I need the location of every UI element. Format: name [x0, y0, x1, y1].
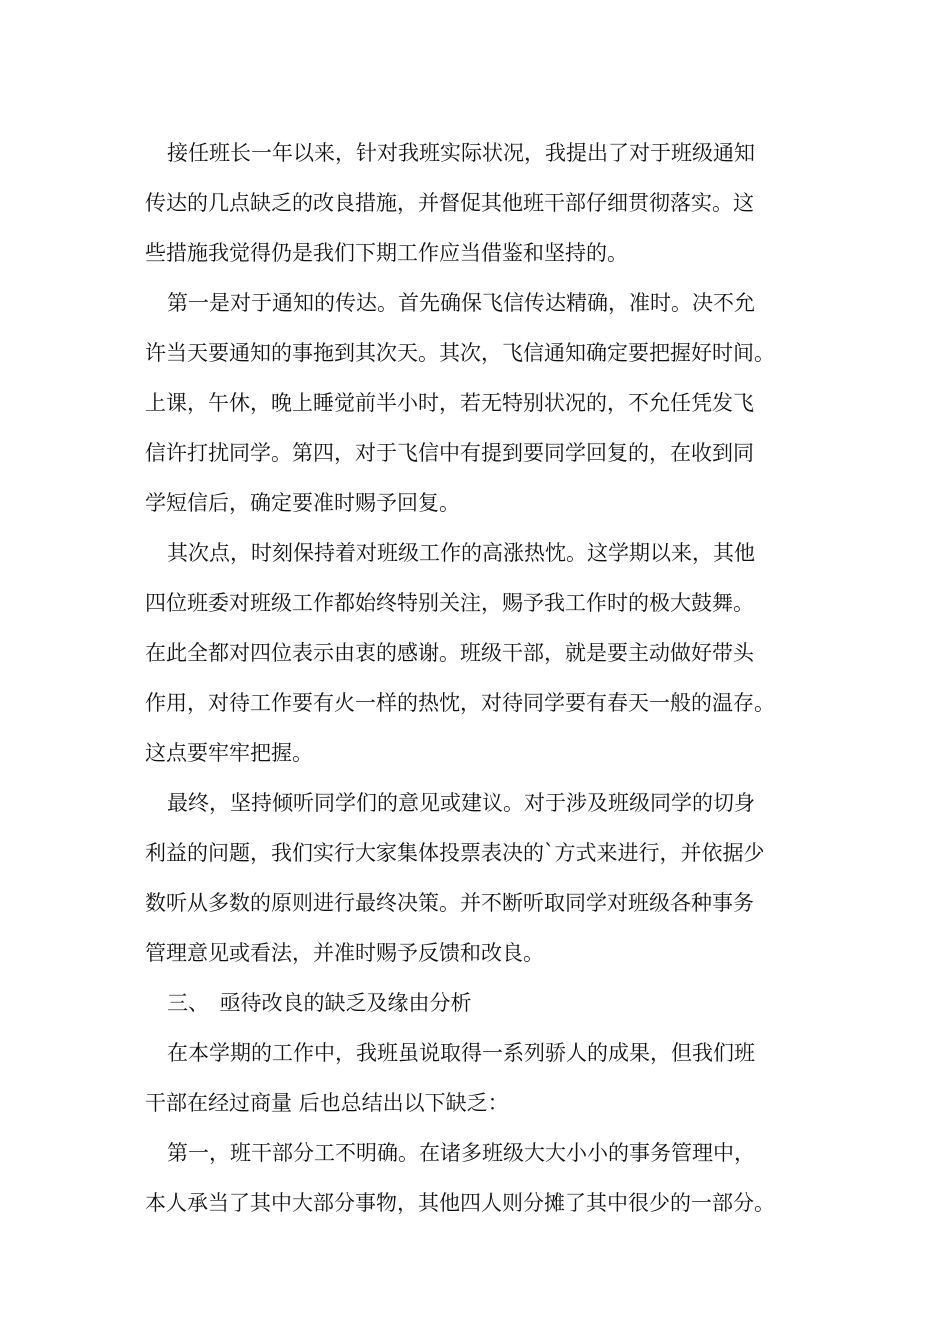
paragraph-line: 信许打扰同学。第四，对于飞信中有提到要同学回复的，在收到同 — [145, 441, 754, 465]
document-body — [145, 128, 835, 1228]
paragraph-line: 作用，对待工作要有火一样的热忱，对待同学要有春天一般的温存。 — [145, 691, 775, 715]
paragraph-line: 本人承当了其中大部分事物，其他四人则分摊了其中很少的一部分。 — [145, 1191, 775, 1215]
paragraph-line: 许当天要通知的事拖到其次天。其次，飞信通知确定要把握好时间。 — [145, 341, 775, 365]
paragraph-line: 最终，坚持倾听同学们的意见或建议。对于涉及班级同学的切身 — [167, 791, 755, 815]
paragraph-line: 接任班长一年以来，针对我班实际状况，我提出了对于班级通知 — [167, 141, 755, 165]
section-heading: 三、 亟待改良的缺乏及缘由分析 — [167, 991, 472, 1015]
paragraph-line: 学短信后，确定要准时赐予回复。 — [145, 491, 460, 515]
paragraph-line: 这点要牢牢把握。 — [145, 741, 313, 765]
paragraph-line: 第一，班干部分工不明确。在诸多班级大大小小的事务管理中， — [167, 1141, 755, 1165]
paragraph-line: 利益的问题，我们实行大家集体投票表决的`方式来进行，并依据少 — [145, 841, 765, 865]
paragraph-line: 数听从多数的原则进行最终决策。并不断听取同学对班级各种事务 — [145, 891, 754, 915]
paragraph-line: 传达的几点缺乏的改良措施，并督促其他班干部仔细贯彻落实。这 — [145, 191, 754, 215]
paragraph-line: 上课，午休，晚上睡觉前半小时，若无特别状况的，不允任凭发飞 — [145, 391, 754, 415]
paragraph-line: 在本学期的工作中，我班虽说取得一系列骄人的成果，但我们班 — [167, 1041, 755, 1065]
paragraph-line: 四位班委对班级工作都始终特别关注，赐予我工作时的极大鼓舞。 — [145, 591, 754, 615]
paragraph-line: 些措施我觉得仍是我们下期工作应当借鉴和坚持的。 — [145, 241, 628, 265]
paragraph-line: 第一是对于通知的传达。首先确保飞信传达精确，准时。决不允 — [167, 291, 755, 315]
paragraph-line: 干部在经过商量 后也总结出以下缺乏： — [145, 1091, 509, 1115]
paragraph-line: 在此全都对四位表示由衷的感谢。班级干部，就是要主动做好带头 — [145, 641, 754, 665]
paragraph-line: 其次点，时刻保持着对班级工作的高涨热忱。这学期以来，其他 — [167, 541, 755, 565]
paragraph-line: 管理意见或看法，并准时赐予反馈和改良。 — [145, 941, 544, 965]
